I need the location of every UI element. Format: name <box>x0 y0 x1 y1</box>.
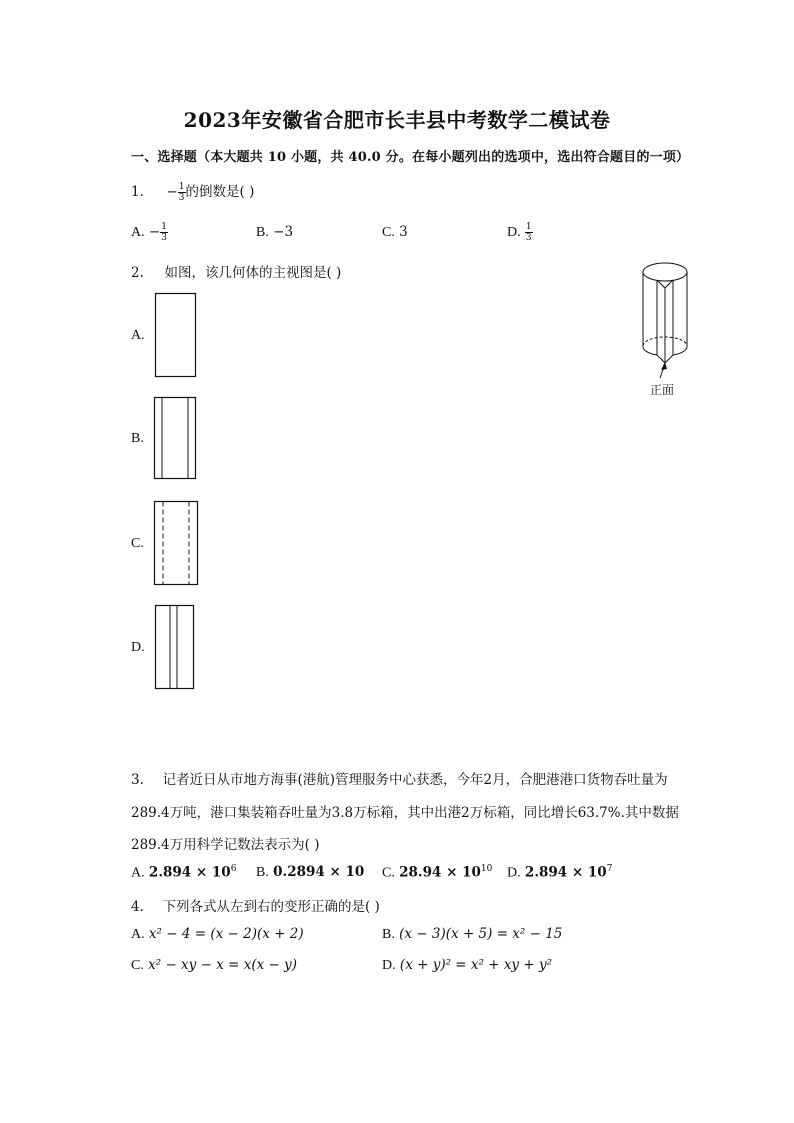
fraction: $\frac{1}{3}$ <box>178 182 185 203</box>
q4-option-a[interactable]: A. x² − 4 = (x − 2)(x + 2) <box>131 926 304 942</box>
question-text: 下列各式从左到右的变形正确的是( ) <box>162 899 380 915</box>
question-3 <box>131 768 668 788</box>
q3-option-a[interactable]: A. $2.894 \times 10^6$ <box>131 864 237 881</box>
q2-option-d-figure[interactable] <box>154 604 198 692</box>
minus-sign: − <box>166 184 178 200</box>
section-heading: 一、选择题（本大题共 10 小题，共 40.0 分。在每小题列出的选项中，选出符合题目的一项） <box>131 150 690 165</box>
q3-option-b[interactable]: B. 0.2894 × 10 <box>256 864 365 880</box>
q2-option-a-figure[interactable] <box>154 292 198 380</box>
question-number: 1. <box>131 184 144 200</box>
q1-option-d[interactable]: D. $\frac{1}{3}$ <box>507 222 532 243</box>
q1-option-b[interactable]: B. −3 <box>256 224 294 240</box>
question-text: 如图，该几何体的主视图是( ) <box>164 265 342 281</box>
q2-option-c-label[interactable]: C. <box>131 536 144 551</box>
q2-option-c-figure[interactable] <box>153 500 201 588</box>
question-text: 的倒数是( ) <box>185 184 255 200</box>
question-3-line2: 289.4万吨，港口集装箱吞吐量为3.8万标箱，其中出港2万标箱，同比增长63.7%.其中数据 <box>131 805 679 821</box>
question-1 <box>131 180 254 203</box>
question-3-line3: 289.4万用科学记数法表示为( ) <box>131 837 320 853</box>
q1-option-a[interactable]: A. − $\frac{1}{3}$ <box>131 222 167 243</box>
q4-option-d[interactable]: D. (x + y)² = x² + xy + y² <box>382 957 552 973</box>
q3-option-d[interactable]: D. $2.894 \times 10^7$ <box>507 864 613 881</box>
q2-option-b-label[interactable]: B. <box>131 431 144 446</box>
q3-option-c[interactable]: C. $28.94 \times 10^{10}$ <box>382 864 493 881</box>
question-number: 2. <box>131 265 144 281</box>
figure-caption: 正面 <box>650 383 675 397</box>
q2-option-a-label[interactable]: A. <box>131 328 145 343</box>
q2-option-b-figure[interactable] <box>153 396 199 482</box>
cylinder-figure <box>630 258 710 398</box>
q4-option-c[interactable]: C. x² − xy − x = x(x − y) <box>131 957 297 973</box>
question-number: 4. <box>131 899 144 915</box>
question-number: 3. <box>131 772 144 788</box>
q2-option-d-label[interactable]: D. <box>131 640 145 655</box>
question-2 <box>131 261 341 281</box>
page-title: 2023年安徽省合肥市长丰县中考数学二模试卷 <box>183 108 611 132</box>
q1-option-c[interactable]: C. 3 <box>382 224 408 240</box>
q4-option-b[interactable]: B. (x − 3)(x + 5) = x² − 15 <box>382 926 563 942</box>
question-4 <box>131 895 380 915</box>
question-text-line1: 记者近日从市地方海事(港航)管理服务中心获悉，今年2月，合肥港港口货物吞吐量为 <box>162 772 668 788</box>
